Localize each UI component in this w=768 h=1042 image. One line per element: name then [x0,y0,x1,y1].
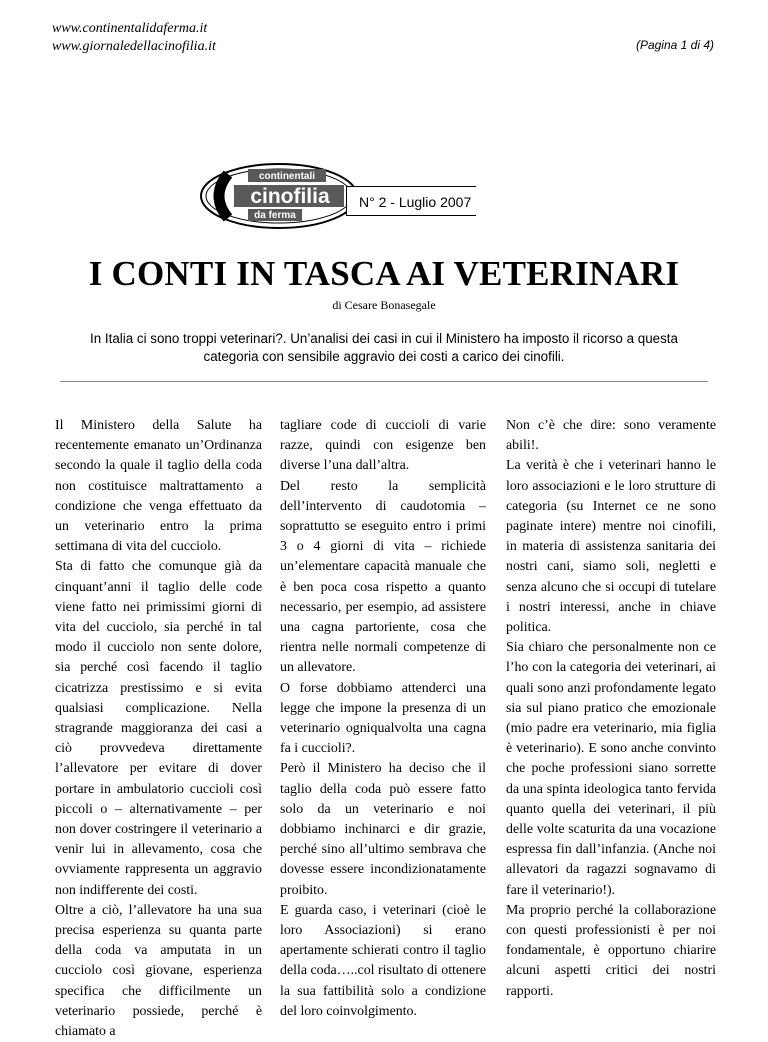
article-column-2 [280,416,486,1022]
subtitle-line: In Italia ci sono troppi veterinari?. Un’analisi dei casi in cui il Ministero ha imposto il ricorso a questa [90,331,678,346]
paragraph: E guarda caso, i veterinari (cioè le loro Associazioni) si erano apertamente schierati contro il taglio della coda…..col risultato di ottenere la sua fattibilità solo a condizione del loro coinvolgimento. [280,902,486,1019]
cinofilia-logo [200,160,358,230]
article-column-3 [506,416,716,1002]
paragraph: Del resto la semplicità dell’intervento di caudotomia – soprattutto se eseguito entro i primi 3 o 4 giorni di vita – richiede un’elementare capacità manuale che è ben poca cosa rispetto a quanto necessario, per esempio, ad assistere una cagna partoriente, cosa che rientra nelle normali competenze di un allevatore. [280,478,486,676]
issue-label: N° 2 - Luglio 2007 [346,186,476,216]
paragraph: Sia chiaro che personalmente non ce l’ho con la categoria dei veterinari, ai quali sono anzi profondamente legato sia sul piano pratico che emozionale (mio padre era veterinario, mia figlia è veterinario). E sono anche convinto che poche professioni siano sorrette da una spinta ideologica tanto fervida quanto quella dei veterinari, il più delle volte scaturita da una vocazione espressa fin dall’infanzia. (Anche noi allevatori da ragazzi sognavamo di fare il veterinario!). [506,640,716,898]
paragraph: Oltre a ciò, l’allevatore ha una sua precisa esperienza su quanta parte della coda va amputata in un cucciolo così giovane, esperienza specifica che difficilmente un veterinario possiede, perché è chiamato a [55,902,262,1040]
logo-top-text: continentali [258,171,316,182]
article-byline: di Cesare Bonasegale [332,298,436,312]
article-column-1 [55,416,262,1042]
article-subtitle [60,330,708,366]
paragraph: Non c’è che dire: sono veramente abili!. [506,418,716,454]
paragraph: Sta di fatto che comunque già da cinquant’anni il taglio delle code viene fatto nei primissimi giorni di vita del cucciolo, sia perché in tal modo il cucciolo non sente dolore, sia perché così facendo il taglio cicatrizza prestissimo e si evita qualsiasi complicazione. Nella stragrande maggioranza dei casi a ciò provvedeva direttamente l’allevatore per evitare di dover portare in ambulatorio cuccioli così piccoli o – alternativamente – per non dover costringere il veterinario a venir lui in allevamento, cosa che ovviamente rappresenta un aggravio non indifferente dei costi. [55,559,262,898]
paragraph: La verità è che i veterinari hanno le loro associazioni e le loro strutture di categoria (su Internet ce ne sono paginate intere) mentre noi cinofili, in materia di assistenza sanitaria dei nostri cani, siamo soli, negletti e senza alcuno che si occupi di tutelare i nostri interessi, anche in chiave politica. [506,458,716,636]
divider [60,381,708,382]
page-indicator: (Pagina 1 di 4) [635,38,714,52]
logo-main-text: cinofilia [250,185,330,208]
paragraph: Il Ministero della Salute ha recentemente emanato un’Ordinanza secondo la quale il taglio della coda non costituisce maltrattamento a condizione che venga effettuato da un veterinario entro la prima settimana di vita del cucciolo. [55,418,262,555]
website-url-continentali[interactable]: www.continentalidaferma.it [52,21,208,36]
header-urls [52,20,216,56]
subtitle-line: categoria con sensibile aggravio dei costi a carico dei cinofili. [203,349,565,364]
logo-bottom-text: da ferma [254,210,296,221]
paragraph: tagliare code di cuccioli di varie razze, quindi con esigenze ben diverse l’una dall’altra. [280,418,486,474]
article-title: I CONTI IN TASCA AI VETERINARI [88,254,680,293]
paragraph: O forse dobbiamo attenderci una legge che impone la presenza di un veterinario ogniqualvolta una cagna fa i cuccioli?. [280,680,486,757]
paragraph: Ma proprio perché la collaborazione con questi professionisti è per noi fondamentale, è opportuno chiarire alcuni aspetti critici dei nostri rapporti. [506,902,716,999]
website-url-giornale[interactable]: www.giornaledellacinofilia.it [52,39,216,54]
paragraph: Però il Ministero ha deciso che il taglio della coda può essere fatto solo da un veterinario e noi dobbiamo inchinarci e dir grazie, perché sino all’ultimo sembrava che dovesse essere incondizionatamente proibito. [280,761,486,898]
